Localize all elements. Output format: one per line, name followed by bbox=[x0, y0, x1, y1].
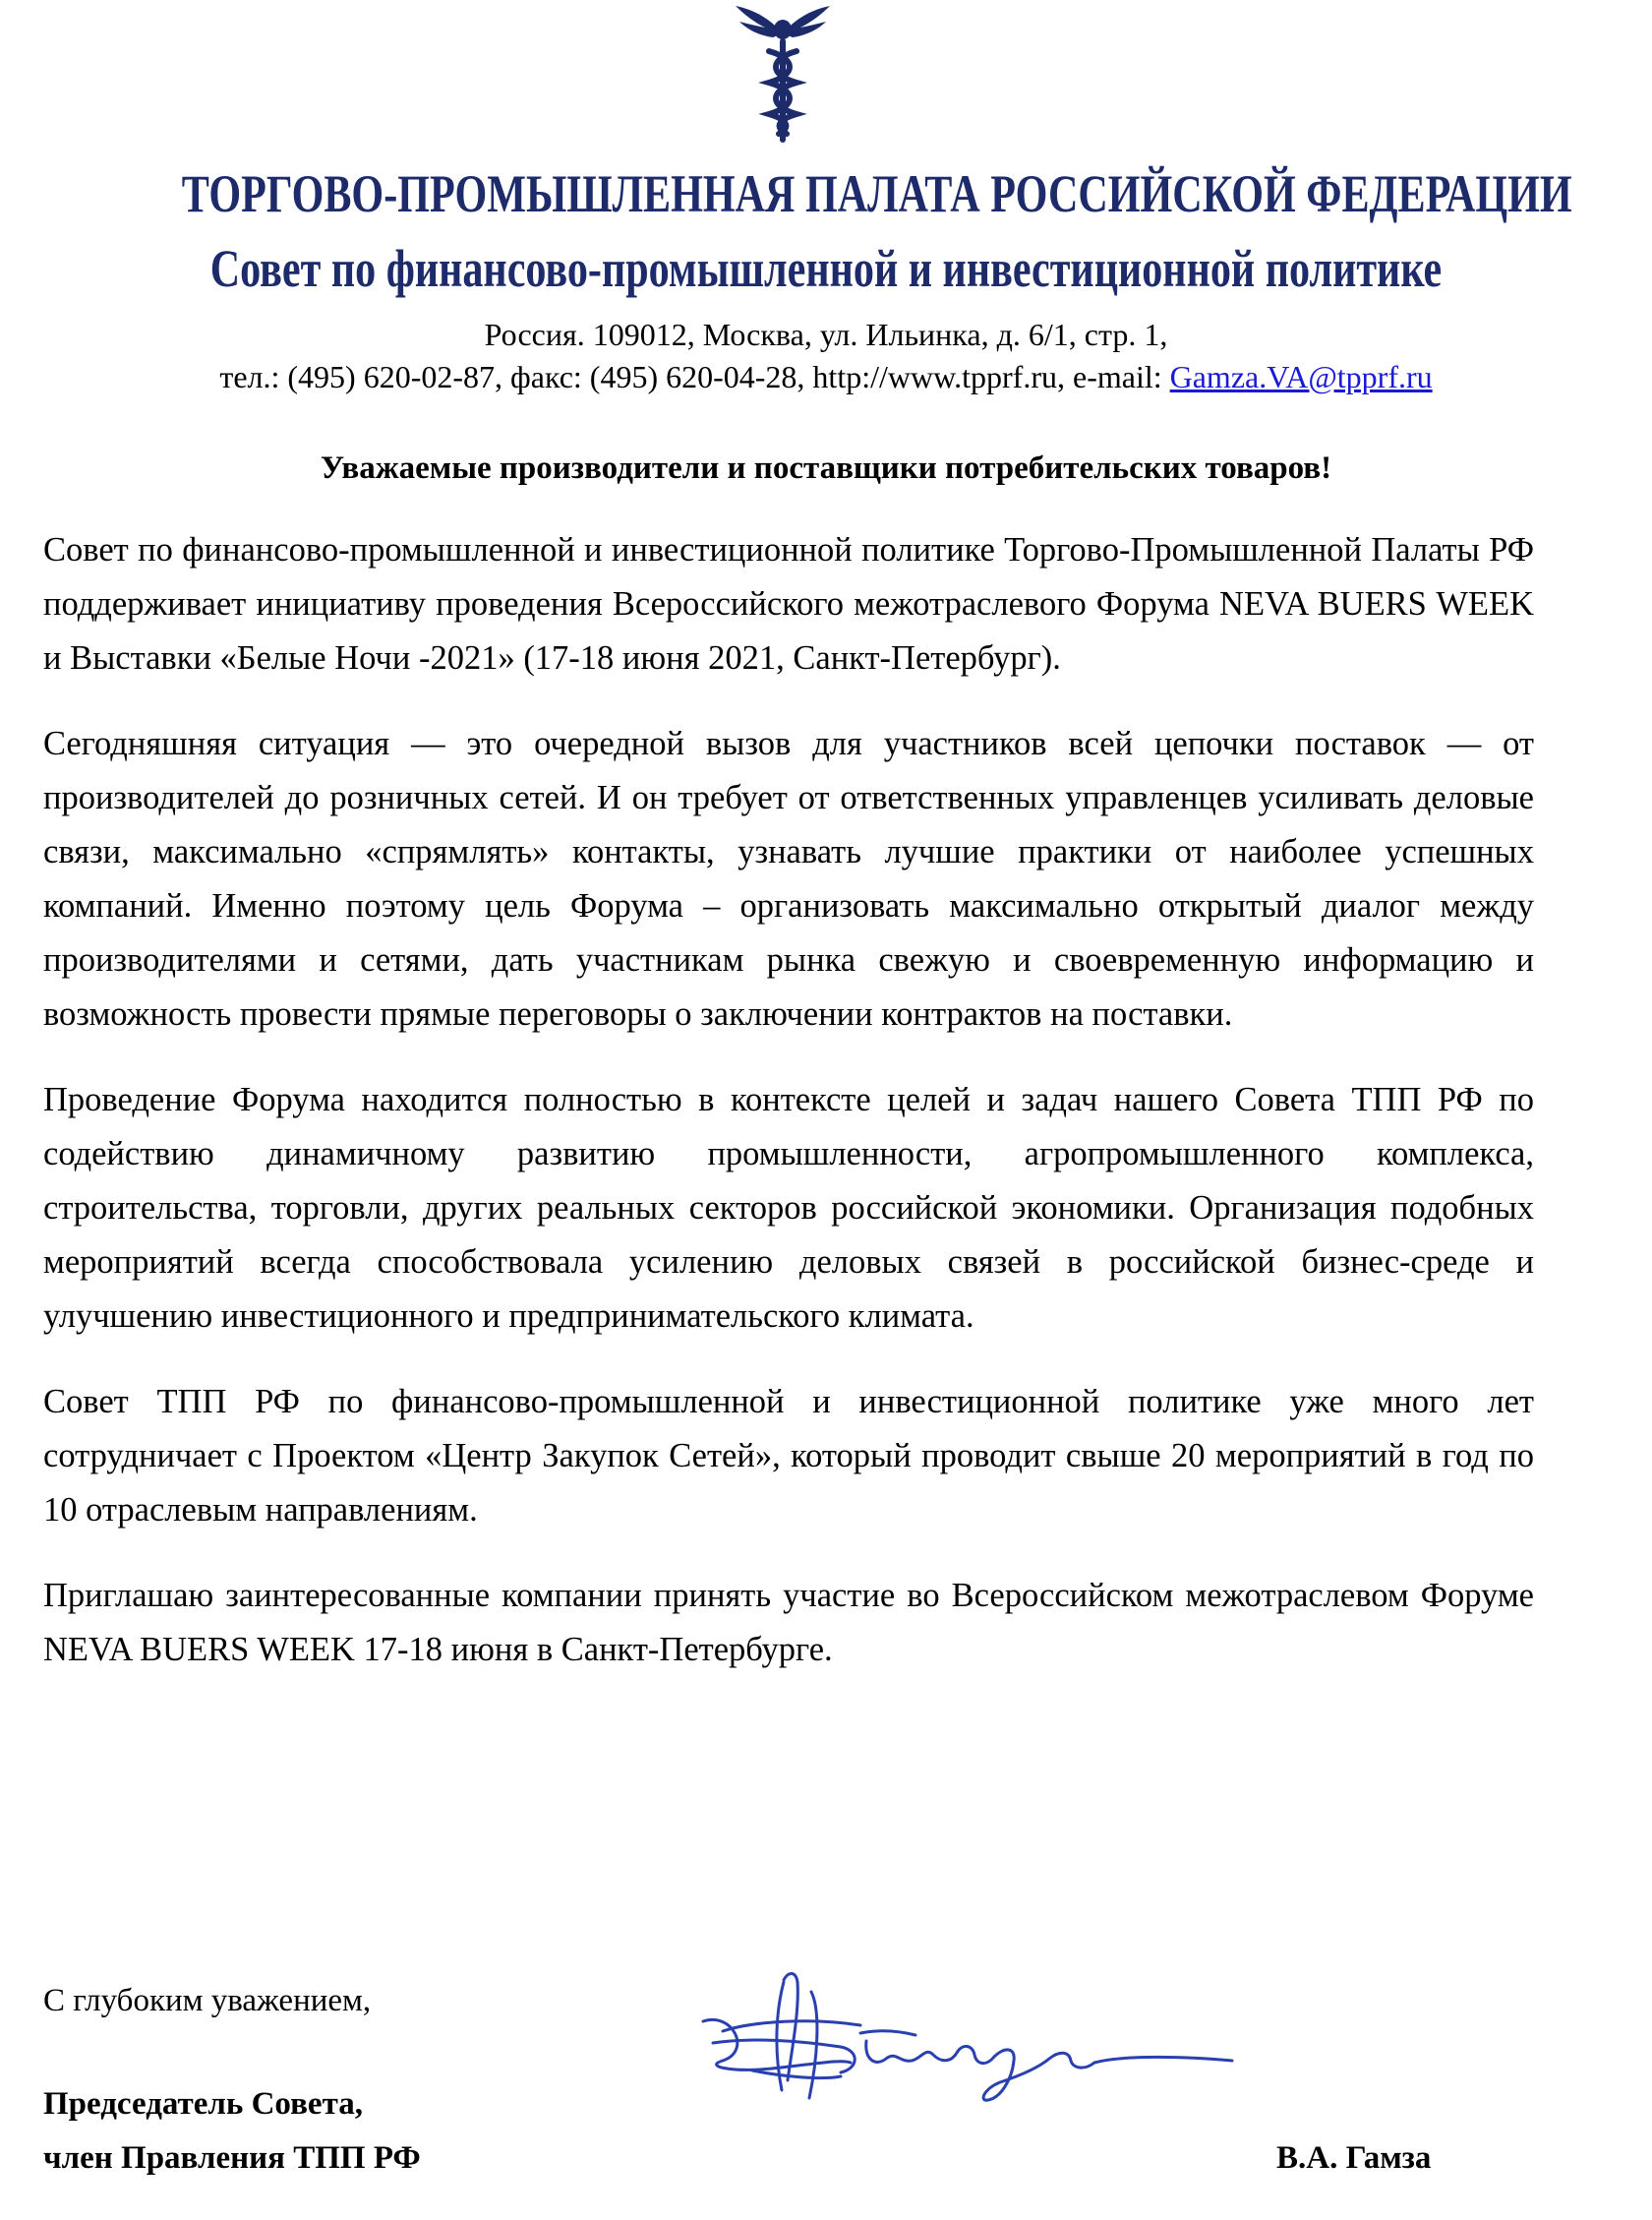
closing-phrase: С глубоким уважением, bbox=[43, 1983, 372, 2018]
contacts-text: тел.: (495) 620-02-87, факс: (495) 620-04-28, http://www.tpprf.ru, e-mail: bbox=[219, 359, 1170, 394]
handwritten-signature bbox=[693, 1952, 1244, 2120]
paragraph-3: Проведение Форума находится полностью в контексте целей и задач нашего Совета ТПП РФ по содействию динамичному развитию промышленности, агропромышленного комплекса, строительства, торговли, других реальных секторов российской экономики. Организация подобных мероприятий всегда способствовала усилению деловых связей в российской бизнес-среде и улучшению инвестиционного и предпринимательского климата. bbox=[43, 1081, 1534, 1335]
paragraph-4: Совет ТПП РФ по финансово-промышленной и инвестиционной политике уже много лет сотрудничает с Проектом «Центр Закупок Сетей», который проводит свыше 20 мероприятий в год по 10 отраслевым направлениям. bbox=[43, 1383, 1534, 1529]
email-link[interactable]: Gamza.VA@tpprf.ru bbox=[1169, 359, 1433, 394]
signatory-title-line-2: член Правления ТПП РФ bbox=[43, 2140, 421, 2176]
paragraph-5: Приглашаю заинтересованные компании принять участие во Всероссийском межотраслевом Форуме NEVA BUERS WEEK 17-18 июня в Санкт-Петербурге. bbox=[43, 1577, 1534, 1668]
paragraph-2: Сегодняшняя ситуация — это очередной вызов для участников всей цепочки поставок — от производителей до розничных сетей. И он требует от ответственных управленцев усиливать деловые связи, максимально «спрямлять» контакты, узнавать лучшие практики от наиболее успешных компаний. Именно поэтому цель Форума – организовать максимально открытый диалог между производителями и сетями, дать участникам рынка свежую и своевременную информацию и возможность провести прямые переговоры о заключении контрактов на поставки. bbox=[43, 725, 1534, 1033]
signatory-name: В.А. Гамза bbox=[1276, 2140, 1432, 2176]
council-name: Совет по финансово-промышленной и инвестиционной политике bbox=[209, 239, 1443, 298]
paragraph-1: Совет по финансово-промышленной и инвестиционной политике Торгово-Промышленной Палаты РФ поддерживает инициативу проведения Всероссийского межотраслевого Форума NEVA BUERS WEEK и Выставки «Белые Ночи -2021» (17-18 июня 2021, Санкт-Петербург). bbox=[43, 531, 1534, 677]
tpp-caduceus-logo-icon bbox=[734, 0, 832, 146]
contacts-line bbox=[0, 359, 1652, 395]
org-name: ТОРГОВО-ПРОМЫШЛЕННАЯ ПАЛАТА РОССИЙСКОЙ ФЕДЕРАЦИИ bbox=[181, 164, 1572, 223]
signatory-title bbox=[43, 2077, 421, 2186]
letter-body bbox=[43, 523, 1534, 1709]
salutation: Уважаемые производители и поставщики потребительских товаров! bbox=[320, 450, 1332, 486]
address-line: Россия. 109012, Москва, ул. Ильинка, д. 6/1, стр. 1, bbox=[484, 317, 1168, 352]
signatory-title-line-1: Председатель Совета, bbox=[43, 2086, 363, 2122]
